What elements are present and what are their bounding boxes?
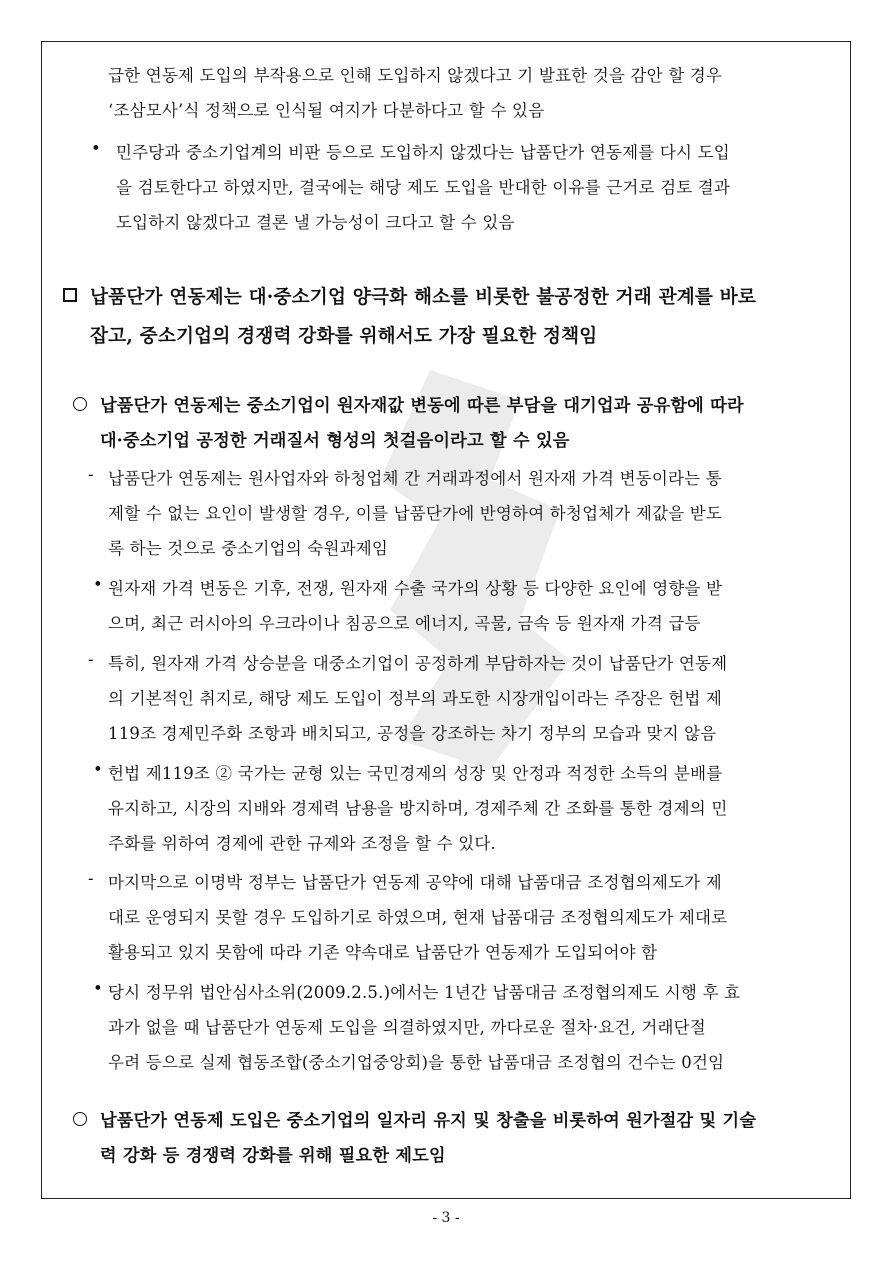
text-line: 당시 정무위 법안심사소위(2009.2.5.)에서는 1년간 납품대금 조정협의제도 시행 후 효	[108, 983, 741, 1002]
section-heading: 잡고, 중소기업의 경쟁력 강화를 위해서도 가장 필요한 정책임	[90, 326, 598, 347]
text-line: 과가 없을 때 납품단가 연동제 도입을 의결하였지만, 까다로운 절차·요건, 거래단절	[108, 1018, 706, 1037]
text-line: 의 기본적인 취지로, 해당 제도 도입이 정부의 과도한 시장개입이라는 주장은 헌법 제	[108, 689, 723, 708]
circle-bullet-icon	[73, 397, 87, 411]
text-line: 록 하는 것으로 중소기업의 숙원과제임	[108, 539, 389, 558]
point-text: 납품단가 연동제는 중소기업이 원자재값 변동에 따른 부담을 대기업과 공유함에 따라	[100, 396, 744, 416]
dash-marker: -	[88, 869, 94, 888]
circle-bullet-icon	[73, 1112, 87, 1126]
bullet-marker: •	[93, 575, 103, 594]
text-line: 활용되고 있지 못함에 따라 기존 약속대로 납품단가 연동제가 도입되어야 함	[108, 943, 658, 962]
checkbox-square-icon	[63, 288, 77, 302]
text-line: 원자재 가격 변동은 기후, 전쟁, 원자재 수출 국가의 상황 등 다양한 요인에 영향을 받	[108, 579, 723, 598]
text-line: 을 검토한다고 하였지만, 결국에는 해당 제도 도입을 반대한 이유를 근거로 검토 결과	[116, 178, 731, 197]
text-line: 도입하지 않겠다고 결론 낼 가능성이 크다고 할 수 있음	[116, 213, 515, 232]
text-line: 주화를 위하여 경제에 관한 규제와 조정을 할 수 있다.	[108, 834, 496, 853]
text-line: 유지하고, 시장의 지배와 경제력 남용을 방지하며, 경제주체 간 조화를 통한 경제의 민	[108, 799, 728, 818]
bullet-marker: •	[91, 139, 101, 158]
text-line: 우려 등으로 실제 협동조합(중소기업중앙회)을 통한 납품대금 조정협의 건수는 0건임	[108, 1053, 725, 1072]
dash-marker: -	[88, 650, 94, 669]
bullet-marker: •	[93, 760, 103, 779]
page-number: - 3 -	[432, 1210, 460, 1226]
text-line: 민주당과 중소기업계의 비판 등으로 도입하지 않겠다는 납품단가 연동제를 다시 도입	[116, 143, 730, 162]
dash-marker: -	[88, 465, 94, 484]
text-line: 납품단가 연동제는 원사업자와 하청업체 간 거래과정에서 원자재 가격 변동이라는 통	[108, 469, 722, 488]
point-text: 대·중소기업 공정한 거래질서 형성의 첫걸음이라고 할 수 있음	[100, 431, 570, 451]
text-line: 으며, 최근 러시아의 우크라이나 침공으로 에너지, 곡물, 금속 등 원자재 가격 급등	[108, 614, 701, 633]
point-text: 납품단가 연동제 도입은 중소기업의 일자리 유지 및 창출을 비롯하여 원가절감 및 기술	[100, 1111, 757, 1131]
text-line: 급한 연동제 도입의 부작용으로 인해 도입하지 않겠다고 기 발표한 것을 감안 할 경우	[108, 66, 723, 85]
section-heading: 납품단가 연동제는 대·중소기업 양극화 해소를 비롯한 불공정한 거래 관계를 바로	[90, 287, 757, 308]
point-text: 력 강화 등 경쟁력 강화를 위해 필요한 제도임	[100, 1146, 446, 1166]
text-line: 대로 운영되지 못할 경우 도입하기로 하였으며, 현재 납품대금 조정협의제도가 제대로	[108, 908, 728, 927]
watermark-seal	[370, 360, 590, 780]
bullet-marker: •	[93, 979, 103, 998]
text-line: ‘조삼모사’식 정책으로 인식될 여지가 다분하다고 할 수 있음	[108, 101, 545, 120]
text-line: 119조 경제민주화 조항과 배치되고, 공정을 강조하는 차기 정부의 모습과 맞지 않음	[108, 724, 717, 743]
text-line: 헌법 제119조 ② 국가는 균형 있는 국민경제의 성장 및 안정과 적정한 소득의 분배를	[108, 764, 723, 783]
text-line: 마지막으로 이명박 정부는 납품단가 연동제 공약에 대해 납품대금 조정협의제도가 제	[108, 873, 722, 892]
text-line: 제할 수 없는 요인이 발생할 경우, 이를 납품단가에 반영하여 하청업체가 제값을 받도	[108, 504, 723, 523]
text-line: 특히, 원자재 가격 상승분을 대중소기업이 공정하게 부담하자는 것이 납품단가 연동제	[108, 654, 728, 673]
